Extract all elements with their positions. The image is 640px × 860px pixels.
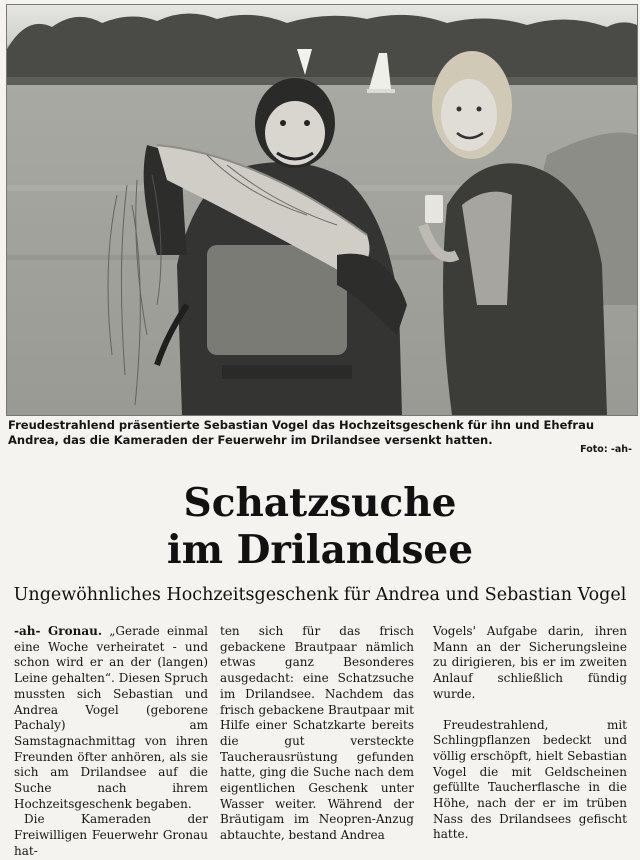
headline-line-2: im Drilandsee: [166, 527, 474, 573]
caption-text: Freudestrahlend präsentierte Sebastian Vogel das Hochzeitsgeschenk für ihn und Ehefrau Andrea, das die Kameraden der Feuerwehr im Drilandsee versenkt hatten.: [8, 418, 595, 447]
paragraph-text: „Gerade einmal eine Woche verheiratet - und schon wird er an der (langen) Leine gehalten“. Diesen Spruch mussten sich Sebastian und Andrea Vogel (geborene Pachaly) am Samstagnachmittag von ihren Freunden öfter anhören, als sie sich am Drilandsee auf die Suche nach ihrem Hochzeitsgeschenk begaben.: [14, 624, 208, 811]
photo-illustration: [7, 5, 637, 415]
headline: [0, 480, 640, 574]
dateline: -ah- Gronau.: [14, 624, 102, 638]
article-paragraph: Die Kameraden der Freiwilligen Feuerwehr Gronau hat-: [14, 812, 208, 858]
article-column-1: [14, 624, 208, 860]
article-paragraph: ten sich für das frisch gebackene Brautpaar nämlich etwas ganz Besonderes ausgedacht: eine Schatzsuche im Drilandsee. Nachdem das frisch gebackene Brautpaar mit Hilfe einer Schatzkarte bereits die gut versteckte Taucherausrüstung gefunden hatte, ging die Suche nach dem eigentlichen Geschenk unter Wasser weiter. Während der Bräutigam im Neopren-Anzug abtauchte, bestand Andrea: [220, 624, 414, 843]
article-column-3: [433, 624, 627, 843]
article-column-2: [220, 624, 414, 844]
article-paragraph: [14, 624, 208, 812]
subheadline: Ungewöhnliches Hochzeitsgeschenk für Andrea und Sebastian Vogel: [13, 585, 627, 605]
article-paragraph: Vogels' Aufgabe darin, ihren Mann an der Sicherungsleine zu dirigieren, bis er im zweiten Anlauf schließlich fündig wurde.: [433, 624, 627, 701]
photo-caption: [8, 418, 634, 455]
headline-line-1: Schatzsuche: [183, 480, 457, 526]
article-photo: [6, 4, 638, 416]
article-paragraph: Freudestrahlend, mit Schlingpflanzen bedeckt und völlig erschöpft, hielt Sebastian Vogel die mit Geldscheinen gefüllte Taucherflasche in die Höhe, nach der er im trüben Nass des Drilandsees gefischt hatte.: [433, 717, 627, 842]
photo-credit: Foto: -ah-: [580, 444, 632, 455]
